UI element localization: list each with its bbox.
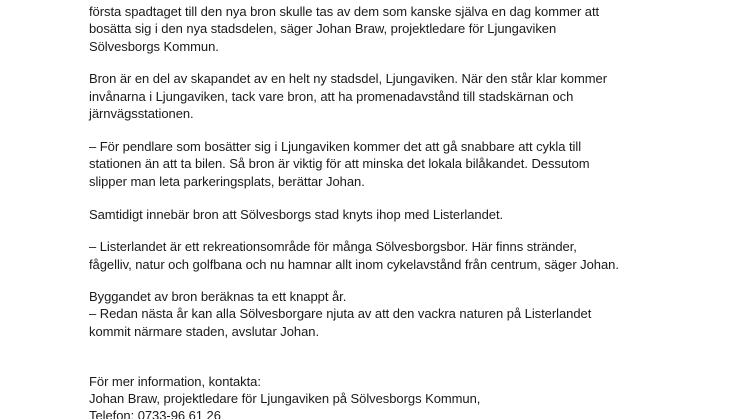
paragraph-line: Samtidigt innebär bron att Sölvesborgs stad knyts ihop med Listerlandet. [89, 207, 504, 222]
paragraph-line: fågelliv, natur och golfbana och nu hamnar allt inom cykelavstånd från centrum, säger Johan. [89, 257, 619, 272]
paragraph-line: slipper man leta parkeringsplats, berättar Johan. [89, 174, 365, 189]
contact-line: Telefon: 0733-96 61 26 [89, 408, 221, 419]
paragraph-line: Sölvesborgs Kommun. [89, 39, 219, 54]
paragraph-line: – Listerlandet är ett rekreationsområde för många Sölvesborgsbor. Här finns stränder, [89, 239, 577, 254]
contact-line: För mer information, kontakta: [89, 374, 261, 389]
paragraph-line: första spadtaget till den nya bron skulle tas av dem som kanske själva en dag kommer att [89, 4, 600, 19]
paragraph-line: kommit närmare staden, avslutar Johan. [89, 324, 320, 339]
paragraph-line: bosätta sig i den nya stadsdelen, säger Johan Braw, projektledare för Ljungaviken [89, 21, 557, 36]
paragraph-line: stationen än att ta bilen. Så bron är viktig för att minska det lokala bilåkandet. Dessutom [89, 156, 590, 171]
paragraph-line: invånarna i Ljungaviken, tack vare bron, att ha promenadavstånd till stadskärnan och [89, 89, 574, 104]
paragraph-line: – För pendlare som bosätter sig i Ljungaviken kommer det att gå snabbare att cykla till [89, 139, 582, 154]
paragraph-line: järnvägsstationen. [89, 106, 194, 121]
paragraph-line: Bron är en del av skapandet av en helt ny stadsdel, Ljungaviken. När den står klar kommer [89, 71, 608, 86]
contact-line: Johan Braw, projektledare för Ljungaviken på Sölvesborgs Kommun, [89, 391, 481, 406]
paragraph-line: – Redan nästa år kan alla Sölvesborgare njuta av att den vackra naturen på Listerlandet [89, 306, 592, 321]
paragraph-line: Byggandet av bron beräknas ta ett knappt år. [89, 289, 347, 304]
